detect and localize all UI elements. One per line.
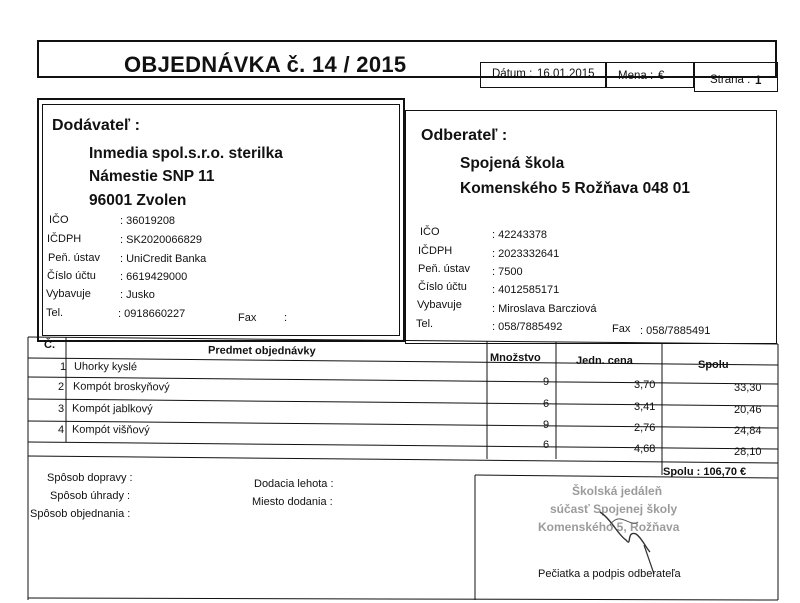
table-row-4-qty: 6	[543, 439, 550, 451]
supplier-account-label: Číslo účtu	[47, 270, 96, 282]
customer-handler-label: Vybavuje	[417, 299, 462, 311]
table-row-2-no: 2	[58, 381, 65, 393]
table-row-1-unit-price: 3,70	[634, 379, 656, 391]
customer-fax-label: Fax	[612, 323, 631, 335]
document-title: OBJEDNÁVKA č. 14 / 2015	[124, 52, 407, 77]
supplier-name: Inmedia spol.s.r.o. sterilka	[89, 145, 283, 162]
customer-heading: Odberateľ :	[421, 127, 508, 144]
customer-ico-label: IČO	[420, 226, 440, 238]
date-value: 16.01.2015	[537, 68, 595, 80]
col-header-no: Č.	[44, 339, 55, 351]
customer-fax-value: : 058/7885491	[640, 325, 711, 337]
customer-icdph-label: IČDPH	[418, 245, 453, 257]
table-row-3-total: 24,84	[734, 425, 762, 437]
table-row-3-no: 3	[58, 403, 65, 415]
page-value: 1	[755, 75, 762, 87]
table-row-4-item: Kompót višňový	[71, 423, 150, 437]
customer-tel-value: : 058/7885492	[492, 321, 563, 333]
supplier-heading: Dodávateľ :	[52, 117, 140, 134]
customer-bank-label: Peň. ústav	[418, 263, 470, 275]
table-row-1-no: 1	[60, 361, 67, 373]
customer-account-value: : 4012585171	[492, 284, 560, 296]
stamp-line-1: Školská jedáleň	[572, 484, 663, 498]
customer-name: Spojená škola	[460, 155, 565, 172]
table-row-1-item: Uhorky kyslé	[73, 360, 138, 374]
supplier-ico-value: : 36019208	[120, 215, 176, 227]
customer-address: Komenského 5 Rožňava 048 01	[460, 180, 691, 197]
supplier-street: Námestie SNP 11	[89, 168, 215, 185]
customer-handler-value: : Miroslava Barcziová	[492, 303, 597, 315]
delivery-place-label: Miesto dodania :	[252, 496, 333, 508]
table-row-2-item: Kompót broskyňový	[72, 380, 170, 394]
delivery-time-label: Dodacia lehota :	[254, 478, 334, 490]
supplier-bank-value: : UniCredit Banka	[120, 253, 207, 265]
col-header-qty: Množstvo	[490, 352, 541, 364]
supplier-ico-label: IČO	[49, 214, 69, 226]
table-row-3-qty: 9	[543, 419, 550, 431]
col-header-total: Spolu	[698, 359, 729, 371]
supplier-fax-value: :	[284, 312, 288, 324]
table-row-2-unit-price: 3,41	[634, 401, 656, 413]
table-row-4-no: 4	[58, 424, 65, 436]
ordering-label: Spôsob objednania :	[30, 508, 131, 520]
customer-ico-value: : 42243378	[492, 229, 548, 241]
col-header-unit-price: Jedn. cena	[576, 355, 633, 367]
customer-tel-label: Tel.	[416, 318, 434, 330]
supplier-fax-label: Fax	[238, 312, 257, 324]
supplier-account-value: : 6619429000	[120, 271, 188, 283]
customer-account-label: Číslo účtu	[418, 281, 467, 293]
supplier-icdph-label: IČDPH	[47, 233, 82, 245]
supplier-city: 96001 Zvolen	[89, 192, 187, 209]
currency-label: Mena :	[618, 70, 654, 82]
table-row-2-total: 20,46	[734, 404, 762, 416]
signature-label: Pečiatka a podpis odberateľa	[538, 568, 681, 580]
payment-label: Spôsob úhrady :	[50, 490, 131, 502]
supplier-tel-value: : 0918660227	[118, 308, 186, 320]
table-row-4-unit-price: 4,68	[634, 443, 656, 455]
col-header-item: Predmet objednávky	[207, 344, 316, 358]
customer-bank-value: : 7500	[492, 266, 523, 278]
transport-label: Spôsob dopravy :	[47, 472, 133, 484]
table-row-1-qty: 9	[543, 376, 550, 388]
currency-value: €	[658, 70, 665, 82]
page-label: Strana :	[710, 74, 751, 86]
table-row-4-total: 28,10	[734, 446, 762, 458]
supplier-tel-label: Tel.	[46, 307, 64, 319]
table-row-3-unit-price: 2,76	[634, 422, 656, 434]
date-label: Dátum :	[492, 68, 533, 80]
customer-icdph-value: : 2023332641	[492, 248, 560, 260]
supplier-handler-value: : Jusko	[120, 289, 155, 301]
supplier-icdph-value: : SK2020066829	[120, 234, 202, 246]
stamp-line-2: súčasť Spojenej školy	[550, 502, 678, 516]
supplier-bank-label: Peň. ústav	[48, 252, 100, 264]
table-row-1-total: 33,30	[734, 382, 762, 394]
order-sum: Spolu : 106,70 €	[663, 466, 747, 478]
stamp-line-3: Komenského 5, Rožňava	[538, 520, 680, 534]
table-row-3-item: Kompót jablkový	[71, 402, 153, 416]
supplier-handler-label: Vybavuje	[46, 288, 91, 300]
table-row-2-qty: 6	[543, 398, 550, 410]
